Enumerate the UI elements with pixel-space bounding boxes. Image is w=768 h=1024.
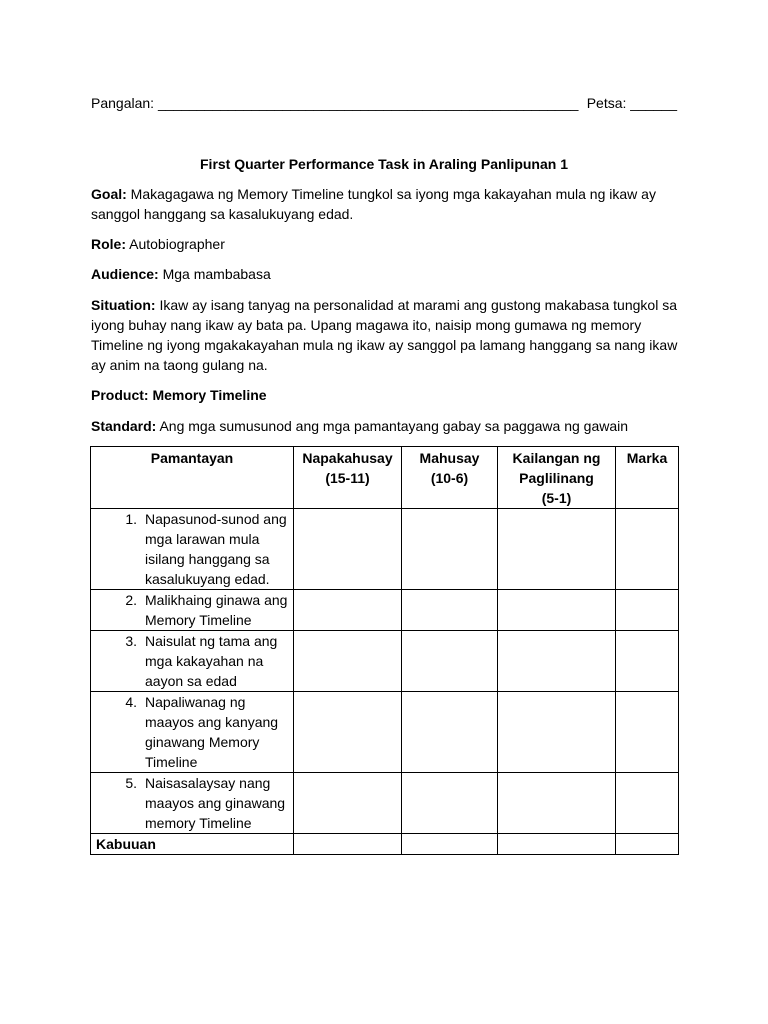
audience-label: Audience: <box>91 266 159 282</box>
criterion-number: 2. <box>125 592 137 608</box>
criterion-number: 4. <box>125 694 137 710</box>
score-cell-total[interactable] <box>616 509 679 590</box>
header-line <box>91 93 677 113</box>
total-cell-excellent[interactable] <box>294 834 402 855</box>
header-needs-improvement-range: (5-1) <box>541 490 572 506</box>
criterion-text: Naisulat ng tama ang mga kakayahan na aayon sa edad <box>145 633 278 689</box>
audience-text: Mga mambabasa <box>162 266 271 282</box>
header-score: Marka <box>616 447 679 509</box>
score-cell-excellent[interactable] <box>294 590 402 631</box>
criterion-cell <box>91 773 294 834</box>
total-row <box>91 834 679 855</box>
table-row <box>91 692 679 773</box>
header-needs-improvement-name-1: Kailangan ng <box>512 450 601 466</box>
criterion-number: 1. <box>125 511 137 527</box>
score-cell-total[interactable] <box>616 631 679 692</box>
criterion-number: 3. <box>125 633 137 649</box>
criterion-text: Napaliwanag ng maayos ang kanyang ginawang Memory Timeline <box>145 694 279 770</box>
rubric-table <box>90 446 679 855</box>
situation-paragraph <box>91 295 681 375</box>
score-cell-excellent[interactable] <box>294 692 402 773</box>
product-label: Product: Memory Timeline <box>91 387 267 403</box>
situation-text: Ikaw ay isang tanyag na personalidad at marami ang gustong makabasa tungkol sa iyong buhay nang ikaw ay bata pa. Upang magawa ito, naisip mong gumawa ng memory Timeline ng iyong mgakakayahan mula ng ikaw ay sanggol pa lamang hanggang sa nang ikaw ay anim na taong gulang na. <box>91 297 678 373</box>
role-label: Role: <box>91 236 126 252</box>
header-good-range: (10-6) <box>430 470 469 486</box>
header-needs-improvement <box>498 447 616 509</box>
header-criteria: Pamantayan <box>91 447 294 509</box>
score-cell-needs-improvement[interactable] <box>498 509 616 590</box>
product-paragraph <box>91 385 681 405</box>
criterion-number: 5. <box>125 775 137 791</box>
header-excellent-range: (15-11) <box>325 470 370 486</box>
role-paragraph <box>91 234 681 254</box>
criterion-cell <box>91 590 294 631</box>
score-cell-good[interactable] <box>402 631 498 692</box>
score-cell-good[interactable] <box>402 692 498 773</box>
standard-paragraph <box>91 416 681 436</box>
situation-label: Situation: <box>91 297 156 313</box>
role-text: Autobiographer <box>129 236 225 252</box>
goal-text: Makagagawa ng Memory Timeline tungkol sa iyong mga kakayahan mula ng ikaw ay sanggol hanggang sa kasalukuyang edad. <box>91 186 656 222</box>
header-good-name: Mahusay <box>419 450 480 466</box>
criterion-text: Napasunod-sunod ang mga larawan mula isilang hanggang sa kasalukuyang edad. <box>145 511 287 587</box>
audience-paragraph <box>91 264 681 284</box>
score-cell-excellent[interactable] <box>294 631 402 692</box>
goal-paragraph <box>91 184 681 224</box>
standard-text: Ang mga sumusunod ang mga pamantayang gabay sa paggawa ng gawain <box>159 418 629 434</box>
table-row <box>91 509 679 590</box>
header-good <box>402 447 498 509</box>
total-cell-needs-improvement[interactable] <box>498 834 616 855</box>
document-title: First Quarter Performance Task in Araling Panlipunan 1 <box>200 156 568 172</box>
score-cell-excellent[interactable] <box>294 773 402 834</box>
criterion-text: Malikhaing ginawa ang Memory Timeline <box>145 592 288 628</box>
name-field-label: Pangalan: ______________________________________________________ <box>91 95 579 111</box>
score-cell-good[interactable] <box>402 590 498 631</box>
total-cell-score[interactable] <box>616 834 679 855</box>
score-cell-good[interactable] <box>402 773 498 834</box>
total-cell-good[interactable] <box>402 834 498 855</box>
score-cell-needs-improvement[interactable] <box>498 631 616 692</box>
score-cell-excellent[interactable] <box>294 509 402 590</box>
criterion-cell <box>91 692 294 773</box>
table-row <box>91 773 679 834</box>
header-needs-improvement-name-2: Paglilinang <box>519 470 594 486</box>
score-cell-needs-improvement[interactable] <box>498 590 616 631</box>
score-cell-needs-improvement[interactable] <box>498 692 616 773</box>
goal-label: Goal: <box>91 186 127 202</box>
total-label: Kabuuan <box>91 834 294 855</box>
table-row <box>91 590 679 631</box>
score-cell-good[interactable] <box>402 509 498 590</box>
score-cell-total[interactable] <box>616 773 679 834</box>
criterion-cell <box>91 631 294 692</box>
date-field-label: Petsa: ______ <box>586 95 677 111</box>
rubric-header-row <box>91 447 679 509</box>
header-excellent <box>294 447 402 509</box>
score-cell-needs-improvement[interactable] <box>498 773 616 834</box>
score-cell-total[interactable] <box>616 590 679 631</box>
table-row <box>91 631 679 692</box>
standard-label: Standard: <box>91 418 157 434</box>
criterion-cell <box>91 509 294 590</box>
score-cell-total[interactable] <box>616 692 679 773</box>
criterion-text: Naisasalaysay nang maayos ang ginawang memory Timeline <box>145 775 286 831</box>
header-excellent-name: Napakahusay <box>302 450 393 466</box>
